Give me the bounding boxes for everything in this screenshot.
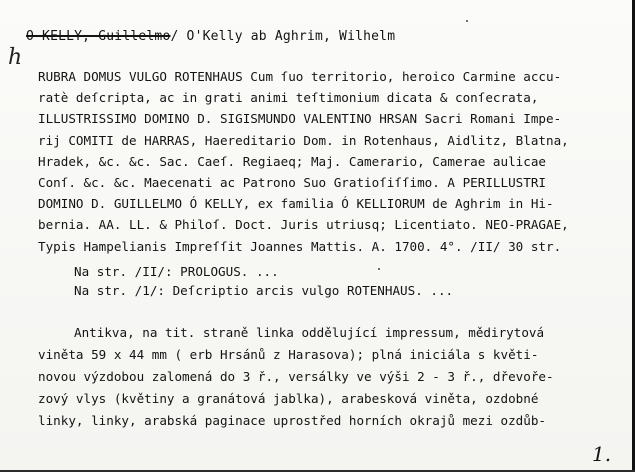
body-line: Typis Hampelianis Impreſſit Joannes Mattis. A. 1700. 4°. /II/ 30 str. xyxy=(38,238,562,254)
struck-heading: O KELLY, Guillelmo xyxy=(26,29,171,44)
body-line: Hradek, &c. &c. Sac. Caeſ. Regiaeq; Maj. Camerario, Camerae aulicae xyxy=(38,153,546,169)
desc-line: zový vlys (květiny a granátová jablka), arabesková viněta, ozdobné xyxy=(38,391,539,406)
desc-line: linky, linky, arabská paginace uprostřed horních okrajů mezi ozdůb- xyxy=(38,413,546,428)
margin-mark: h xyxy=(8,45,23,70)
desc-line: Antikva, na tit. straně linka oddělující impressum, mědirytová xyxy=(74,325,545,340)
page-number: 1. xyxy=(592,442,612,466)
title-transcription xyxy=(38,66,598,257)
note-line: Na str. /1/: Deſcriptio arcis vulgo ROTENHAUS. ... xyxy=(74,283,454,298)
note-line: Na str. /II/: PROLOGUS. ... xyxy=(74,264,279,279)
body-line: Conſ. &c. &c. Maecenati ac Patrono Suo Gratioſiſſimo. A PERILLUSTRI xyxy=(38,174,546,190)
scan-speck xyxy=(378,268,380,270)
body-line: ILLUSTRISSIMO DOMINO D. SIGISMUNDO VALENTINO HRSAN Sacri Romani Impe- xyxy=(38,111,562,127)
author-heading: O'Kelly ab Aghrim, Wilhelm xyxy=(186,29,396,44)
physical-description xyxy=(38,322,614,432)
heading-slash: / xyxy=(170,29,179,44)
card-heading xyxy=(26,29,395,44)
body-line: rij COMITI de HARRAS, Haereditario Dom. in Rotenhaus, Aidlitz, Blatna, xyxy=(38,132,569,148)
desc-line: viněta 59 x 44 mm ( erb Hrsánů z Harasova); plná iniciála s květi- xyxy=(38,347,539,362)
scan-speck xyxy=(466,20,468,22)
page-notes xyxy=(74,262,453,300)
body-line: RUBRA DOMUS VULGO ROTENHAUS Cum ſuo territorio, heroico Carmine accu- xyxy=(38,69,562,84)
body-line: bernia. AA. LL. & Philoſ. Doct. Juris utriusq; Licentiato. NEO-PRAGAE, xyxy=(38,217,569,233)
body-line: ratè deſcripta, ac in grati animi teſtimonium dicata & conſecrata, xyxy=(38,90,539,106)
body-line: DOMINO D. GUILLELMO Ó KELLY, ex familia Ó KELLIORUM de Aghrim in Hi- xyxy=(38,196,554,212)
desc-line: novou výzdobou zalomená do 3 ř., versálky ve výši 2 - 3 ř., dřevoře- xyxy=(38,369,554,384)
